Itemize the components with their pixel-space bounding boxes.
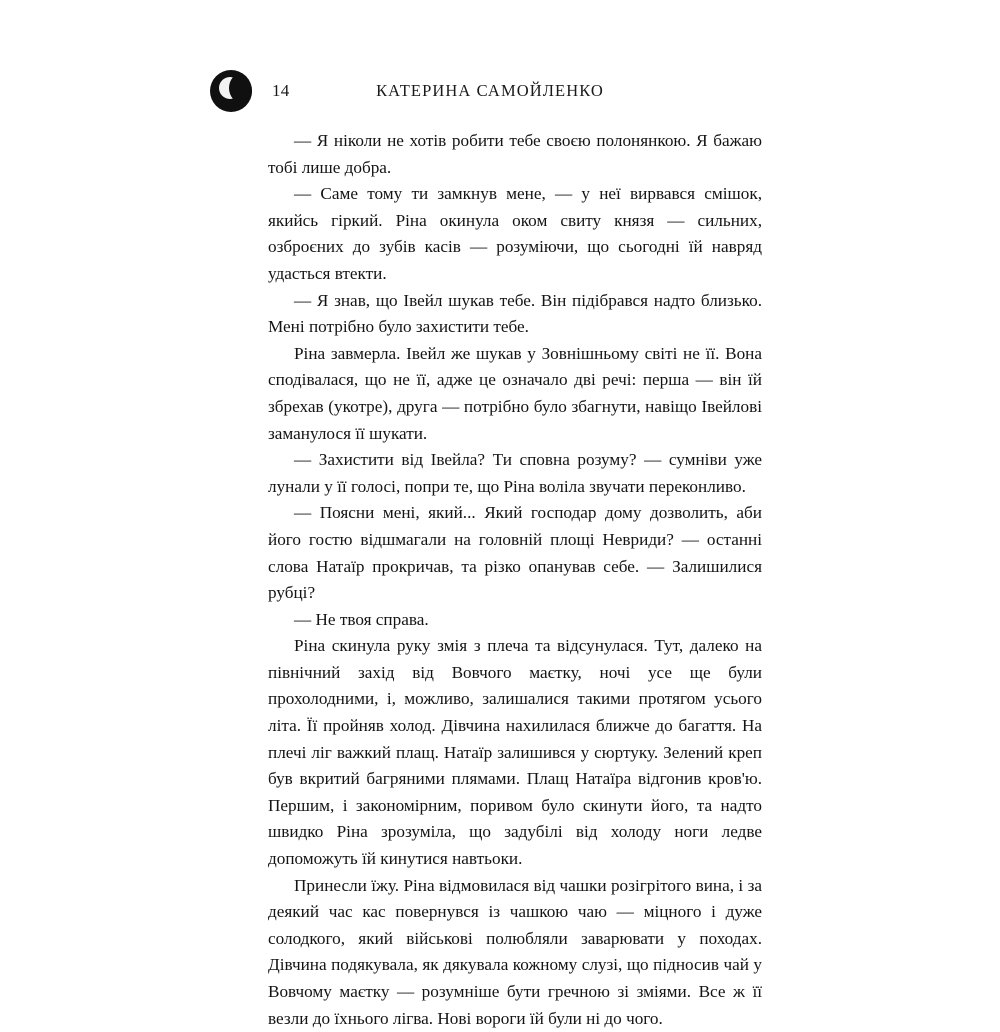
paragraph: Ріна скинула руку змія з плеча та відсунулася. Тут, далеко на північний захід від Вовчого маєтку, ночі усе ще були прохолодними, і, можливо, залишалися такими протягом усього літа. Її пройняв холод. Дівчина нахилилася ближче до багаття. На плечі ліг важкий плащ. Натаїр залишився у сюртуку. Зелений креп був вкритий багряними плямами. Плащ Натаїра відгонив кров'ю. Першим, і закономірним, поривом було скинути його, та надто швидко Ріна зрозуміла, що задубілі від холоду ноги ледве допоможуть їй кинутися навтьоки. — [268, 636, 762, 869]
paragraph: Ріна завмерла. Івейл же шукав у Зовнішньому світі не її. Вона сподівалася, що не її, адже це означало дві речі: перша — він їй збрехав (укотре), друга — потрібно було збагнути, навіщо Івейлові заманулося її шукати. — [268, 343, 762, 443]
running-head — [210, 70, 770, 116]
paragraph: Принесли їжу. Ріна відмовилася від чашки розігрітого вина, і за деякий час кас повернувся із чашкою чаю — міцного і дуже солодкого, який військові полюбляли заварювати у походах. Дівчина подякувала, як дякувала кожному слузі, що підносив чай у Вовчому маєтку — розумніше бути гречною зі зміями. Все ж її везли до їхнього лігва. Нові вороги їй були ні до чого. — [268, 875, 762, 1028]
paragraph: — Саме тому ти замкнув мене, — у неї вирвався смішок, якийсь гіркий. Ріна окинула оком свиту князя — сильних, озброєних до зубів касів — розуміючи, що сьогодні їй навряд удасться втекти. — [268, 184, 762, 283]
paragraph: — Не твоя справа. — [294, 609, 429, 629]
body-text — [268, 128, 762, 1032]
author-running-title: КАТЕРИНА САМОЙЛЕНКО — [376, 81, 604, 100]
paragraph: — Я ніколи не хотів робити тебе своєю полонянкою. Я бажаю тобі лише добра. — [268, 131, 762, 177]
paragraph: — Захистити від Івейла? Ти сповна розуму? — сумніви уже лунали у її голосі, попри те, що Ріна воліла звучати переконливо. — [268, 450, 762, 496]
page-number: 14 — [272, 81, 290, 100]
paragraph: — Я знав, що Івейл шукав тебе. Він підібрався надто близько. Мені потрібно було захистити тебе. — [268, 290, 762, 337]
paragraph: — Поясни мені, який... Який господар дому дозволить, аби його гостю відшмагали на головній площі Невриди? — останні слова Натаїр прокричав, та різко опанував себе. — Залишилися рубці? — [268, 503, 762, 603]
